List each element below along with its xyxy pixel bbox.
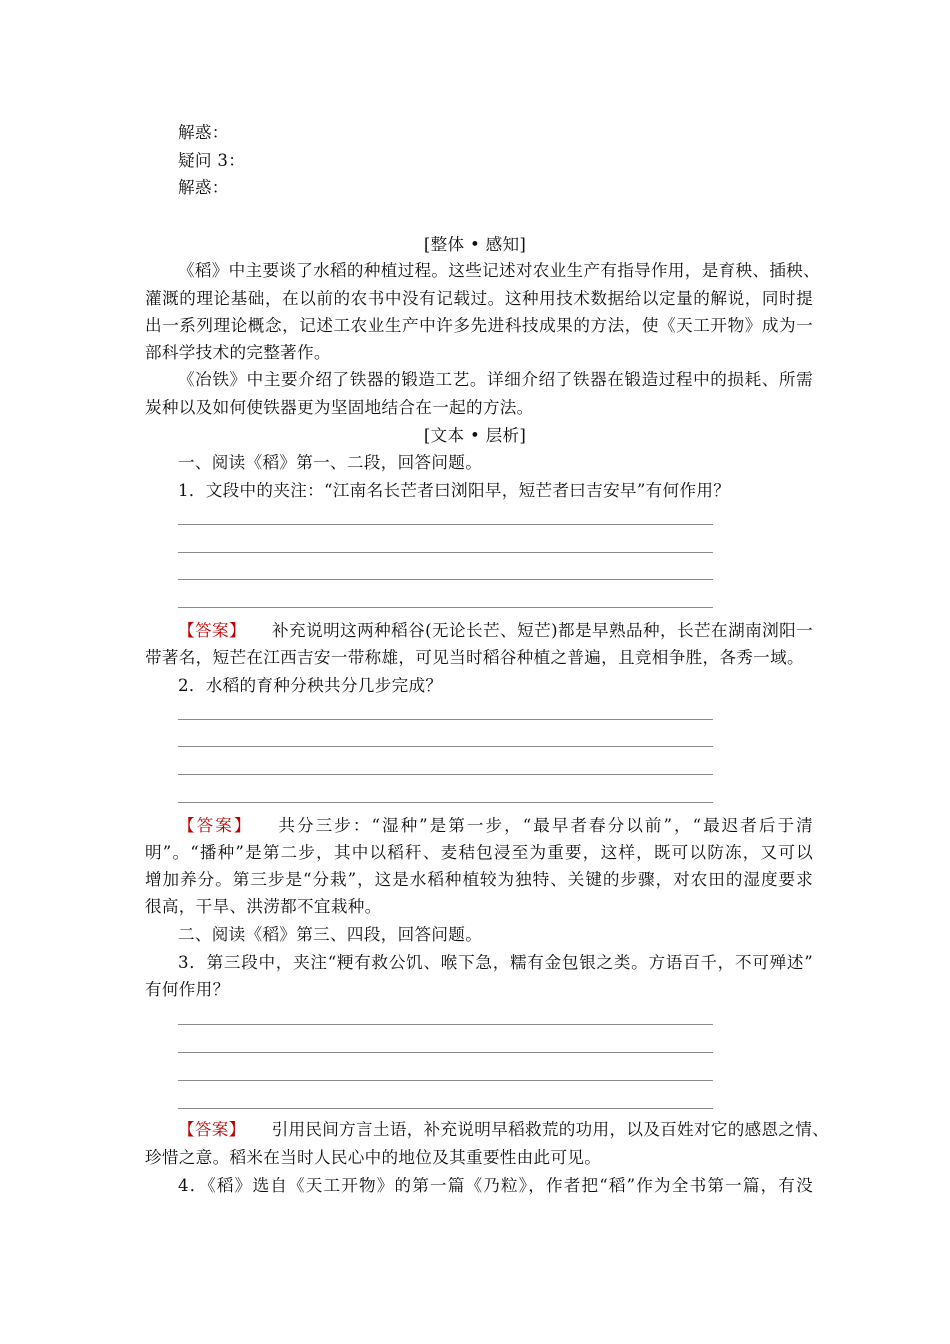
answer-3-line: 珍惜之意。稻米在当时人民心中的地位及其重要性由此可见。: [145, 1148, 602, 1167]
question-1: 1．文段中的夹注：“江南名长芒者曰浏阳早，短芒者曰吉安早”有何作用？: [178, 481, 731, 500]
answer-blank-line: [178, 1052, 713, 1053]
paragraph-line: 出一系列理论概念，记述工农业生产中许多先进科技成果的方法，使《天工开物》成为一: [145, 316, 813, 335]
question-2: 2．水稻的育种分秧共分几步完成？: [178, 676, 443, 695]
answer-3-line: [178, 1117, 830, 1143]
question-3: 有何作用？: [145, 980, 230, 999]
answer-blank-line: [178, 1080, 713, 1081]
answer-text: 共分三步：“湿种”是第一步，“最早者春分以前”，“最迟者后于清: [278, 816, 814, 835]
answer-blank-line: [178, 1108, 713, 1109]
paragraph-line: 灌溉的理论基础，在以前的农书中没有记载过。这种用技术数据给以定量的解说，同时提: [145, 289, 813, 308]
answer-blank-line: [178, 746, 713, 747]
answer-text: 引用民间方言土语，补充说明早稻救荒的功用，以及百姓对它的感恩之情、: [271, 1120, 830, 1139]
answer-2-line: 很高，干旱、洪涝都不宜栽种。: [145, 897, 382, 916]
answer-1-line: [178, 618, 813, 644]
part-heading: 一、阅读《稻》第一、二段，回答问题。: [178, 453, 483, 472]
answer-blank-line: [178, 1024, 713, 1025]
paragraph-line: 《稻》中主要谈了水稻的种植过程。这些记述对农业生产有指导作用，是育秧、插秧、: [178, 261, 820, 280]
answer-label: 【答案】: [178, 621, 247, 640]
answer-1-line: 带著名，短芒在江西吉安一带称雄，可见当时稻谷种植之普遍，且竞相争胜，各秀一域。: [145, 648, 804, 667]
answer-blank-line: [178, 524, 713, 525]
question-4: 4．《稻》选自《天工开物》的第一篇《乃粒》，作者把“稻”作为全书第一篇，有没: [178, 1176, 813, 1195]
answer-label: 【答案】: [178, 1120, 246, 1139]
section-heading-text-analysis: [文本 • 层析]: [423, 426, 527, 445]
answer-blank-line: [178, 579, 713, 580]
answer-blank-line: [178, 719, 713, 720]
answer-blank-line: [178, 607, 713, 608]
answer-label: 【答案】: [178, 816, 253, 835]
paragraph-line: 部科学技术的完整著作。: [145, 343, 331, 362]
question-3: 3．第三段中，夹注“粳有救公饥、喉下急，糯有金包银之类。方语百千，不可殚述”: [178, 953, 813, 972]
answer-2-line: [178, 813, 813, 839]
answer-blank-line: [178, 552, 713, 553]
answer-blank-line: [178, 802, 713, 803]
paragraph-line: 炭种以及如何使铁器更为坚固地结合在一起的方法。: [145, 398, 534, 417]
answer-2-line: 明”。“播种”是第二步，其中以稻秆、麦秸包浸至为重要，这样，既可以防冻，又可以: [145, 843, 813, 862]
paragraph-line: 《冶铁》中主要介绍了铁器的锻造工艺。详细介绍了铁器在锻造过程中的损耗、所需: [178, 370, 813, 389]
answer-blank-line: [178, 774, 713, 775]
yiwen-3-label: 疑问 3：: [178, 151, 246, 170]
section-heading-overall: [整体 • 感知]: [423, 235, 527, 254]
answer-2-line: 增加养分。第三步是“分栽”，这是水稻种植较为独特、关键的步骤，对农田的湿度要求: [145, 870, 813, 889]
jiehuo-label-1: 解惑：: [178, 123, 229, 142]
answer-text: 补充说明这两种稻谷(无论长芒、短芒)都是早熟品种，长芒在湖南浏阳一: [272, 621, 813, 640]
part-heading: 二、阅读《稻》第三、四段，回答问题。: [178, 925, 483, 944]
jiehuo-label-2: 解惑：: [178, 178, 229, 197]
